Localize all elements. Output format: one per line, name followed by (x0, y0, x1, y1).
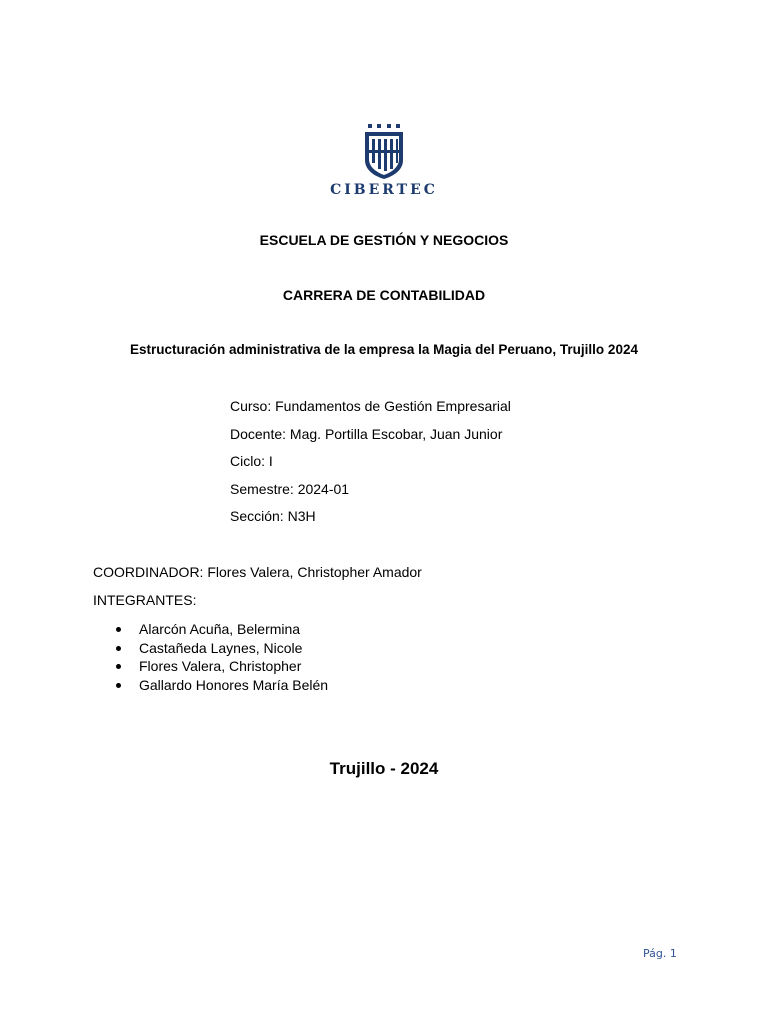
cycle-line: Ciclo: I (230, 453, 273, 470)
member-name: Flores Valera, Christopher (139, 658, 302, 675)
page-number: Pág. 1 (643, 947, 677, 960)
bullet-icon (116, 664, 121, 669)
bullet-icon (116, 683, 121, 688)
members-label: INTEGRANTES: (93, 592, 197, 608)
course-info (230, 397, 511, 535)
list-item (93, 657, 328, 676)
bullet-icon (116, 646, 121, 651)
document-title: Estructuración administrativa de la empresa la Magia del Peruano, Trujillo 2024 (130, 342, 638, 357)
semester-line: Semestre: 2024-01 (230, 480, 350, 497)
member-name: Castañeda Laynes, Nicole (139, 639, 303, 656)
cibertec-logo (329, 122, 439, 202)
list-item (93, 620, 328, 639)
bullet-icon (116, 627, 121, 632)
logo-wordmark: CIBERTEC (330, 182, 438, 198)
list-item (93, 639, 328, 658)
member-name: Gallardo Honores María Belén (139, 677, 329, 694)
list-item (93, 676, 328, 695)
career-heading: CARRERA DE CONTABILIDAD (282, 287, 486, 303)
teacher-line: Docente: Mag. Portilla Escobar, Juan Junior (230, 425, 503, 442)
coordinator-line: COORDINADOR: Flores Valera, Christopher Amador (93, 564, 422, 580)
section-line: Sección: N3H (230, 508, 316, 525)
members-list (93, 620, 328, 695)
member-name: Alarcón Acuña, Belermina (139, 621, 301, 637)
cibertec-shield-icon (362, 122, 406, 180)
school-heading: ESCUELA DE GESTIÓN Y NEGOCIOS (259, 232, 509, 248)
city-year: Trujillo - 2024 (329, 759, 439, 778)
course-line: Curso: Fundamentos de Gestión Empresarial (230, 398, 511, 414)
